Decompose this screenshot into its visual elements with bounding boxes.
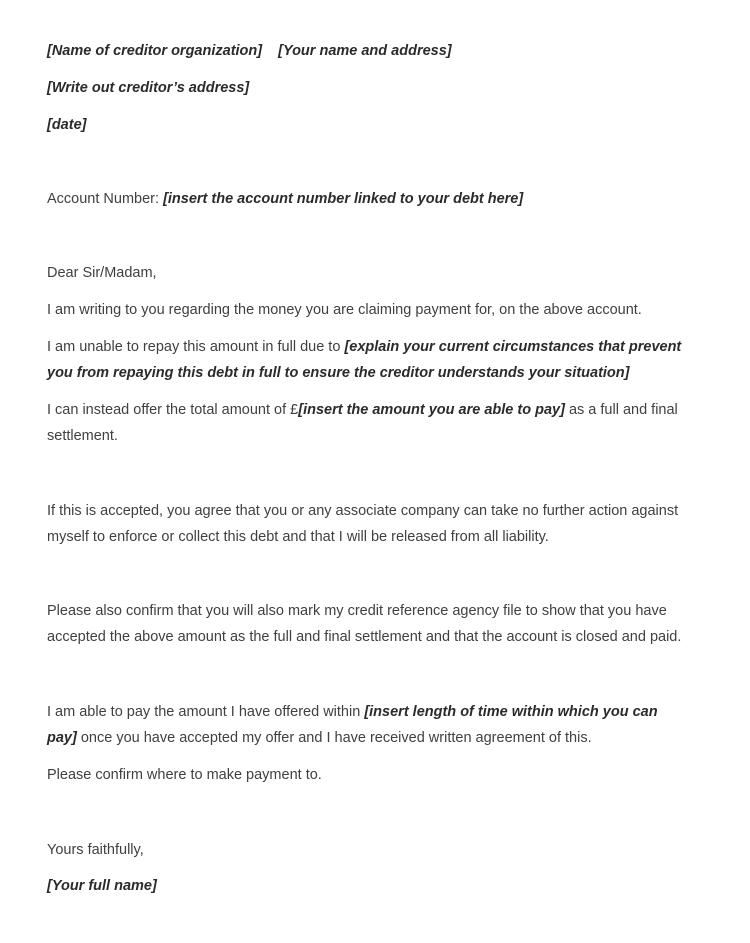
account-number-line: [47, 189, 523, 209]
paragraph-3-line-1: [47, 400, 678, 420]
date-placeholder: [date]: [47, 117, 87, 133]
paragraph-2-line-2: [47, 363, 629, 383]
closing: Yours faithfully,: [47, 842, 144, 858]
paragraph-3-suffix: as a full and final: [564, 402, 678, 418]
paragraph-1: I am writing to you regarding the money you are claiming payment for, on the above account.: [47, 302, 642, 318]
paragraph-6-prefix: I am able to pay the amount I have offered within: [47, 704, 365, 720]
paragraph-3-prefix: I can instead offer the total amount of £: [47, 402, 299, 418]
circumstances-placeholder-2: you from repaying this debt in full to ensure the creditor understands your situation]: [47, 365, 630, 381]
time-length-placeholder-1: [insert length of time within which you can: [364, 704, 658, 720]
paragraph-4-line-1: If this is accepted, you agree that you or any associate company can take no further action against: [47, 503, 679, 519]
salutation: Dear Sir/Madam,: [47, 265, 157, 281]
paragraph-3-line-2: settlement.: [47, 428, 118, 444]
paragraph-6-line-2: [47, 728, 592, 748]
header-line-1: [47, 41, 452, 61]
creditor-address-placeholder: [Write out creditor’s address]: [47, 80, 250, 96]
creditor-address-line: [47, 78, 249, 98]
amount-placeholder: [insert the amount you are able to pay]: [298, 402, 565, 418]
account-number-label: Account Number:: [47, 191, 164, 207]
paragraph-5-line-2: accepted the above amount as the full and final settlement and that the account is closed and paid.: [47, 629, 682, 645]
paragraph-6-line-1: [47, 702, 658, 722]
time-length-placeholder-2: pay]: [47, 730, 77, 746]
paragraph-5-line-1: Please also confirm that you will also mark my credit reference agency file to show that you have: [47, 603, 667, 619]
signature-line: [47, 876, 157, 896]
paragraph-2-line-1: [47, 337, 681, 357]
date-line: [47, 115, 86, 135]
paragraph-7: Please confirm where to make payment to.: [47, 767, 322, 783]
your-name-address-placeholder: [Your name and address]: [278, 43, 452, 59]
paragraph-2-prefix: I am unable to repay this amount in full due to: [47, 339, 345, 355]
full-name-placeholder: [Your full name]: [47, 878, 157, 894]
circumstances-placeholder-1: [explain your current circumstances that prevent: [344, 339, 682, 355]
account-number-placeholder: [insert the account number linked to your debt here]: [163, 191, 524, 207]
paragraph-6-suffix: once you have accepted my offer and I have received written agreement of this.: [76, 730, 592, 746]
creditor-name-placeholder: [Name of creditor organization]: [47, 43, 263, 59]
paragraph-4-line-2: myself to enforce or collect this debt and that I will be released from all liability.: [47, 529, 549, 545]
